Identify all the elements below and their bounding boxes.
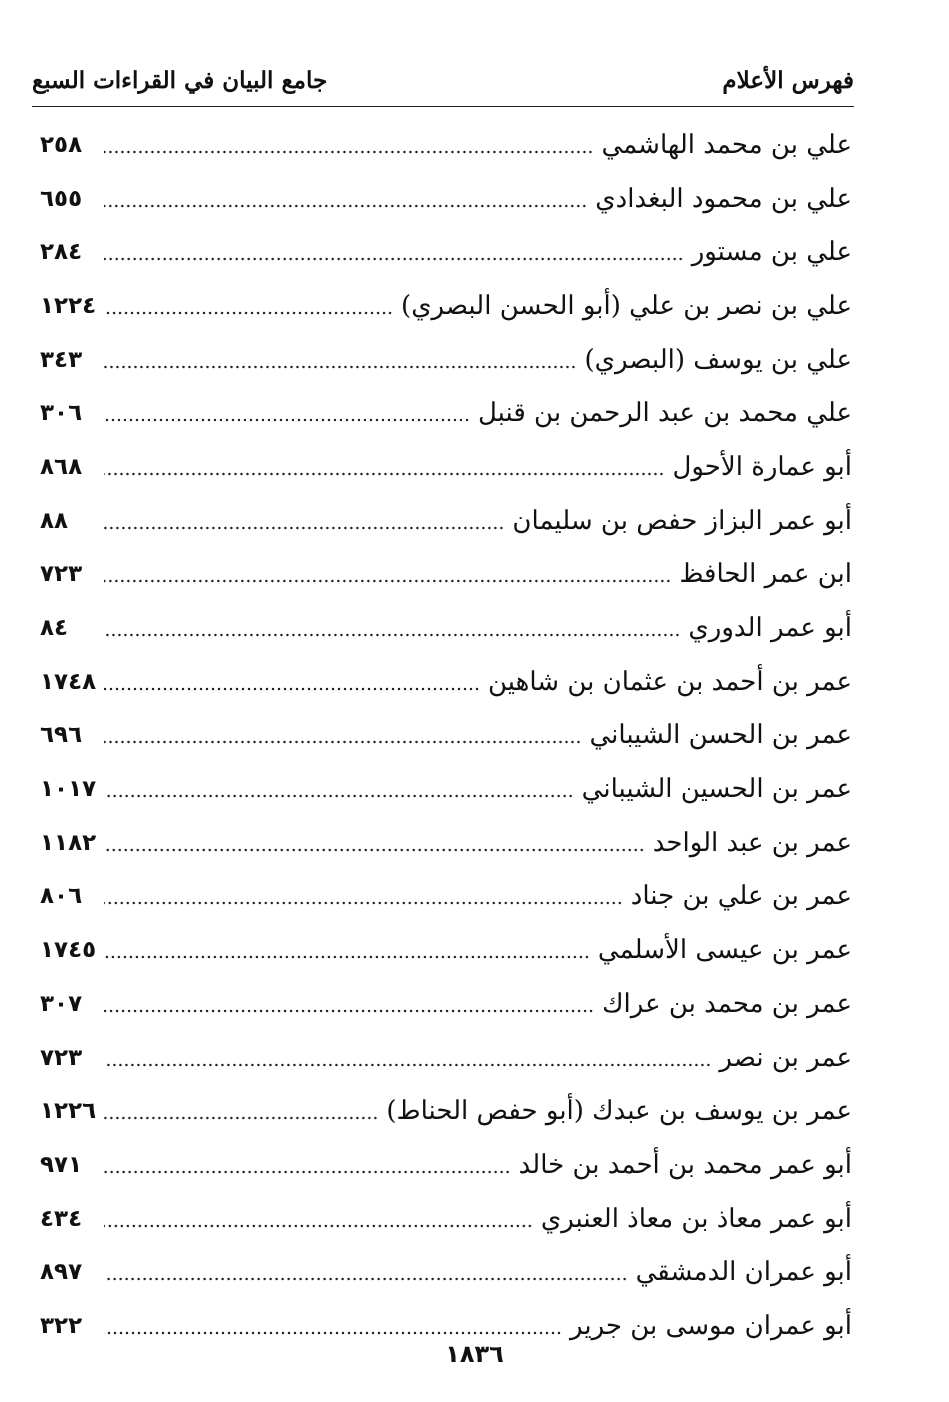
dot-leader bbox=[104, 256, 684, 262]
entry-page-number: ١١٨٢ bbox=[40, 829, 97, 856]
entry-page-number: ٣٢٢ bbox=[40, 1312, 83, 1339]
dot-leader bbox=[104, 525, 504, 531]
entry-page-number: ٣٠٦ bbox=[40, 400, 83, 427]
entry-page-number: ٨٩٧ bbox=[40, 1259, 83, 1286]
dot-leader bbox=[104, 1008, 594, 1014]
entry-name: أبو عمران الدمشقي bbox=[635, 1257, 852, 1288]
index-entry bbox=[40, 601, 852, 655]
index-entry bbox=[40, 333, 852, 387]
index-entry bbox=[40, 923, 852, 977]
entry-page-number: ٨٦٨ bbox=[40, 453, 83, 480]
entry-page-number: ٨٠٦ bbox=[40, 883, 83, 910]
index-entry bbox=[40, 1084, 852, 1138]
entry-name: علي بن يوسف (البصري) bbox=[584, 344, 852, 375]
entry-name: علي بن محمود البغدادي bbox=[595, 183, 852, 214]
entry-page-number: ١٧٤٥ bbox=[40, 937, 97, 964]
dot-leader bbox=[104, 900, 623, 906]
entry-page-number: ٦٩٦ bbox=[40, 722, 83, 749]
entry-page-number: ١٠١٧ bbox=[40, 776, 97, 803]
index-entry bbox=[40, 1192, 852, 1246]
index-entry bbox=[40, 1138, 852, 1192]
index-entry bbox=[40, 816, 852, 870]
index-entry bbox=[40, 118, 852, 172]
index-entry bbox=[40, 762, 852, 816]
index-entry bbox=[40, 977, 852, 1031]
entry-name: أبو عمر البزاز حفص بن سليمان bbox=[512, 505, 852, 536]
entry-page-number: ٣٠٧ bbox=[40, 990, 83, 1017]
index-entry bbox=[40, 1245, 852, 1299]
index-entry bbox=[40, 494, 852, 548]
dot-leader bbox=[104, 739, 582, 745]
dot-leader bbox=[104, 203, 587, 209]
dot-leader bbox=[104, 1276, 628, 1282]
names-index-list bbox=[40, 118, 852, 1353]
entry-name: عمر بن أحمد بن عثمان بن شاهين bbox=[488, 666, 852, 697]
index-entry bbox=[40, 279, 852, 333]
entry-name: أبو عمر الدوري bbox=[688, 613, 852, 644]
entry-page-number: ٤٣٤ bbox=[40, 1205, 83, 1232]
entry-name: عمر بن نصر bbox=[719, 1042, 852, 1073]
index-entry bbox=[40, 709, 852, 763]
dot-leader bbox=[104, 310, 393, 316]
entry-name: عمر بن عيسى الأسلمي bbox=[597, 935, 852, 966]
entry-page-number: ٦٥٥ bbox=[40, 185, 83, 212]
dot-leader bbox=[104, 364, 576, 370]
entry-page-number: ١٢٢٦ bbox=[40, 1098, 97, 1125]
dot-leader bbox=[104, 1062, 711, 1068]
entry-name: عمر بن الحسين الشيباني bbox=[581, 774, 852, 805]
entry-page-number: ٢٨٤ bbox=[40, 239, 83, 266]
running-header bbox=[32, 60, 854, 100]
section-title: فهرس الأعلام bbox=[722, 66, 854, 94]
entry-name: علي محمد بن عبد الرحمن بن قنبل bbox=[477, 398, 852, 429]
dot-leader bbox=[104, 578, 671, 584]
entry-name: علي بن مستور bbox=[691, 237, 852, 268]
index-entry bbox=[40, 440, 852, 494]
index-entry bbox=[40, 548, 852, 602]
entry-name: عمر بن عبد الواحد bbox=[652, 827, 852, 858]
entry-name: عمر بن علي بن جناد bbox=[630, 881, 852, 912]
entry-page-number: ٨٤ bbox=[40, 615, 69, 642]
entry-page-number: ١٢٢٤ bbox=[40, 292, 97, 319]
dot-leader bbox=[104, 954, 590, 960]
entry-page-number: ٩٧١ bbox=[40, 1151, 83, 1178]
index-entry bbox=[40, 1031, 852, 1085]
entry-page-number: ٧٢٣ bbox=[40, 561, 83, 588]
dot-leader bbox=[104, 471, 664, 477]
dot-leader bbox=[104, 686, 480, 692]
entry-name: عمر بن الحسن الشيباني bbox=[589, 720, 852, 751]
index-entry bbox=[40, 870, 852, 924]
dot-leader bbox=[104, 1330, 562, 1336]
dot-leader bbox=[104, 417, 470, 423]
dot-leader bbox=[104, 847, 645, 853]
entry-name: علي بن محمد الهاشمي bbox=[601, 129, 852, 160]
entry-name: أبو عمر معاذ بن معاذ العنبري bbox=[540, 1203, 852, 1234]
entry-name: ابن عمر الحافظ bbox=[679, 559, 852, 590]
entry-page-number: ٣٤٣ bbox=[40, 346, 83, 373]
page-number: ١٨٣٦ bbox=[445, 1340, 504, 1368]
entry-page-number: ٧٢٣ bbox=[40, 1044, 83, 1071]
index-entry bbox=[40, 386, 852, 440]
entry-page-number: ١٧٤٨ bbox=[40, 668, 97, 695]
entry-name: عمر بن يوسف بن عبدك (أبو حفص الحناط) bbox=[386, 1096, 852, 1127]
entry-name: أبو عمران موسى بن جرير bbox=[569, 1310, 852, 1341]
entry-page-number: ٨٨ bbox=[40, 507, 69, 534]
dot-leader bbox=[104, 149, 593, 155]
dot-leader bbox=[104, 1115, 378, 1121]
entry-name: أبو عمارة الأحول bbox=[672, 451, 852, 482]
dot-leader bbox=[104, 1169, 511, 1175]
entry-name: علي بن نصر بن علي (أبو الحسن البصري) bbox=[401, 290, 852, 321]
entry-name: أبو عمر محمد بن أحمد بن خالد bbox=[518, 1149, 852, 1180]
index-entry bbox=[40, 655, 852, 709]
header-divider bbox=[32, 106, 854, 107]
book-title: جامع البيان في القراءات السبع bbox=[32, 66, 328, 94]
dot-leader bbox=[104, 1223, 533, 1229]
index-entry bbox=[40, 172, 852, 226]
entry-page-number: ٢٥٨ bbox=[40, 131, 83, 158]
entry-name: عمر بن محمد بن عراك bbox=[602, 988, 852, 1019]
index-entry bbox=[40, 225, 852, 279]
dot-leader bbox=[104, 793, 574, 799]
dot-leader bbox=[104, 632, 680, 638]
